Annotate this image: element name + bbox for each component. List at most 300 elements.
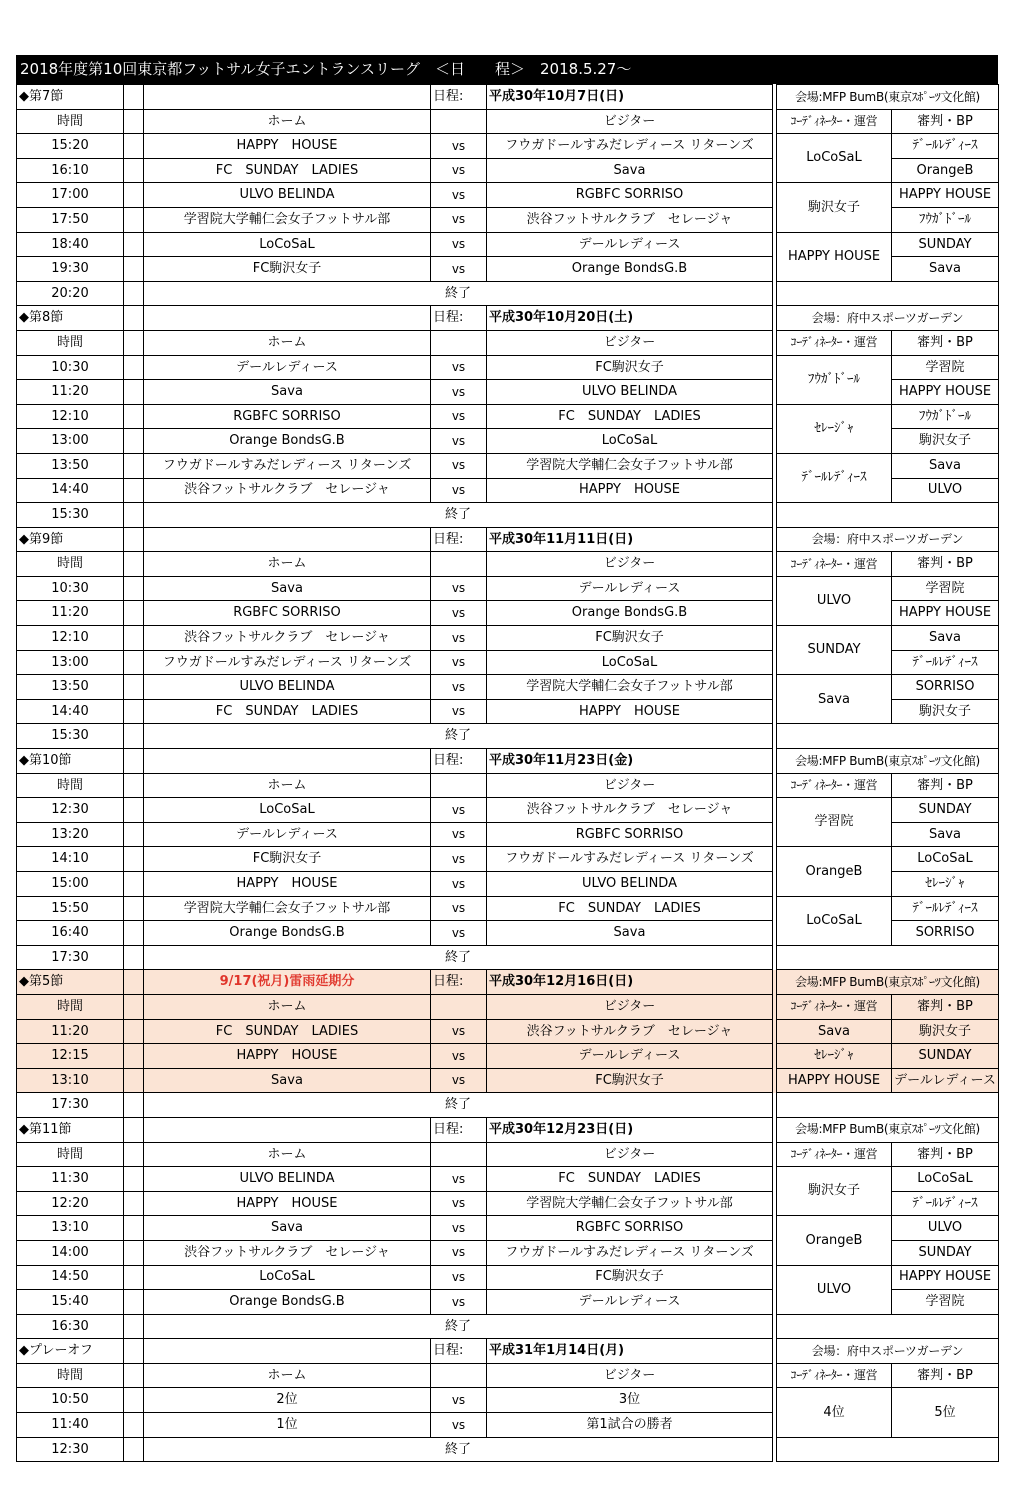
blank-cell — [431, 552, 487, 577]
home-team: RGBFC SORRISO — [144, 404, 431, 429]
blank-cell — [124, 1265, 144, 1290]
coordinator-header: ｺｰﾃﾞｨﾈｰﾀｰ・運営 — [777, 330, 892, 355]
match-time: 12:20 — [17, 1191, 124, 1216]
blank-cell — [777, 1093, 999, 1118]
section-header-row — [17, 85, 999, 110]
coordinator-team: LoCoSaL — [777, 896, 892, 945]
time-header: 時間 — [17, 109, 124, 134]
coordinator-header: ｺｰﾃﾞｨﾈｰﾀｰ・運営 — [777, 994, 892, 1019]
home-header: ホーム — [144, 1363, 431, 1388]
match-time: 11:40 — [17, 1413, 124, 1438]
referee-team: ﾃﾞｰﾙﾚﾃﾞｨｰｽ — [892, 650, 999, 675]
gap-cell — [773, 380, 777, 405]
referee-team: ﾌｳｶﾞﾄﾞｰﾙ — [892, 404, 999, 429]
visitor-team: デールレディース — [487, 1044, 773, 1069]
coordinator-team: 駒沢女子 — [777, 1167, 892, 1216]
column-header-row — [17, 1363, 999, 1388]
blank-cell — [124, 1413, 144, 1438]
match-time: 12:30 — [17, 798, 124, 823]
blank-cell — [124, 1093, 144, 1118]
home-team: Sava — [144, 380, 431, 405]
blank-cell — [124, 921, 144, 946]
blank-cell — [124, 478, 144, 503]
home-team: 学習院大学輔仁会女子フットサル部 — [144, 207, 431, 232]
match-time: 15:00 — [17, 872, 124, 897]
match-row — [17, 134, 999, 159]
home-team: LoCoSaL — [144, 1265, 431, 1290]
visitor-team: FC SUNDAY LADIES — [487, 404, 773, 429]
match-time: 13:20 — [17, 822, 124, 847]
home-team: FC SUNDAY LADIES — [144, 158, 431, 183]
match-time: 15:40 — [17, 1290, 124, 1315]
section-name: ◆第10節 — [17, 749, 124, 774]
referee-team: LoCoSaL — [892, 1167, 999, 1192]
home-team: フウガドールすみだレディース リターンズ — [144, 453, 431, 478]
blank-cell — [124, 1437, 144, 1462]
blank-cell — [124, 650, 144, 675]
gap-cell — [773, 257, 777, 282]
vs-label: vs — [431, 1068, 487, 1093]
blank-cell — [124, 1314, 144, 1339]
match-row — [17, 798, 999, 823]
vs-label: vs — [431, 576, 487, 601]
blank-cell — [124, 773, 144, 798]
date-label: 日程: — [431, 306, 487, 331]
referee-team: OrangeB — [892, 158, 999, 183]
vs-label: vs — [431, 1019, 487, 1044]
section-header-row — [17, 306, 999, 331]
blank-cell — [124, 822, 144, 847]
section-date: 平成30年11月11日(日) — [487, 527, 773, 552]
end-time: 16:30 — [17, 1314, 124, 1339]
date-label: 日程: — [431, 749, 487, 774]
date-label: 日程: — [431, 85, 487, 110]
section-header-row — [17, 970, 999, 995]
blank-cell — [124, 1191, 144, 1216]
home-team: ULVO BELINDA — [144, 1167, 431, 1192]
gap-cell — [773, 158, 777, 183]
visitor-header: ビジター — [487, 109, 773, 134]
referee-team: SUNDAY — [892, 232, 999, 257]
home-header: ホーム — [144, 1142, 431, 1167]
blank-cell — [124, 306, 144, 331]
match-row — [17, 576, 999, 601]
blank-cell — [777, 503, 999, 528]
vs-label: vs — [431, 921, 487, 946]
section-header-row — [17, 1117, 999, 1142]
match-time: 11:20 — [17, 380, 124, 405]
blank-cell — [124, 847, 144, 872]
home-team: HAPPY HOUSE — [144, 1191, 431, 1216]
coordinator-team: ULVO — [777, 576, 892, 625]
gap-cell — [773, 1413, 777, 1438]
home-team: Orange BondsG.B — [144, 921, 431, 946]
blank-cell — [124, 798, 144, 823]
coordinator-header: ｺｰﾃﾞｨﾈｰﾀｰ・運営 — [777, 773, 892, 798]
blank-cell — [124, 330, 144, 355]
match-row — [17, 1068, 999, 1093]
vs-label: vs — [431, 872, 487, 897]
blank-cell — [124, 453, 144, 478]
vs-label: vs — [431, 1167, 487, 1192]
referee-team: 学習院 — [892, 1290, 999, 1315]
match-row — [17, 1388, 999, 1413]
visitor-team: デールレディース — [487, 1290, 773, 1315]
match-row — [17, 453, 999, 478]
section-header-row — [17, 1339, 999, 1364]
vs-label: vs — [431, 1388, 487, 1413]
visitor-team: 学習院大学輔仁会女子フットサル部 — [487, 675, 773, 700]
section-date: 平成30年10月7日(日) — [487, 85, 773, 110]
referee-team: HAPPY HOUSE — [892, 601, 999, 626]
gap-cell — [773, 207, 777, 232]
end-row — [17, 1093, 999, 1118]
visitor-team: HAPPY HOUSE — [487, 699, 773, 724]
vs-label: vs — [431, 1413, 487, 1438]
match-time: 13:00 — [17, 650, 124, 675]
visitor-team: Sava — [487, 158, 773, 183]
blank-cell — [431, 994, 487, 1019]
column-header-row — [17, 330, 999, 355]
coordinator-team: ﾌｳｶﾞﾄﾞｰﾙ — [777, 355, 892, 404]
visitor-team: RGBFC SORRISO — [487, 822, 773, 847]
gap-cell — [773, 872, 777, 897]
blank-cell — [124, 1068, 144, 1093]
match-row — [17, 1167, 999, 1192]
blank-cell — [777, 281, 999, 306]
end-row — [17, 724, 999, 749]
section-name: ◆第5節 — [17, 970, 124, 995]
visitor-team: フウガドールすみだレディース リターンズ — [487, 134, 773, 159]
referee-team: 学習院 — [892, 576, 999, 601]
blank-cell — [124, 945, 144, 970]
end-time: 20:20 — [17, 281, 124, 306]
end-label: 終了 — [144, 281, 773, 306]
vs-label: vs — [431, 1216, 487, 1241]
blank-cell — [124, 404, 144, 429]
end-label: 終了 — [144, 503, 773, 528]
vs-label: vs — [431, 1044, 487, 1069]
coordinator-header: ｺｰﾃﾞｨﾈｰﾀｰ・運営 — [777, 1363, 892, 1388]
blank-cell — [124, 1044, 144, 1069]
section-header-row — [17, 527, 999, 552]
home-team: RGBFC SORRISO — [144, 601, 431, 626]
match-time: 12:15 — [17, 1044, 124, 1069]
vs-label: vs — [431, 675, 487, 700]
match-time: 14:50 — [17, 1265, 124, 1290]
coordinator-header: ｺｰﾃﾞｨﾈｰﾀｰ・運営 — [777, 1142, 892, 1167]
match-time: 13:50 — [17, 675, 124, 700]
blank-cell — [124, 970, 144, 995]
end-time: 17:30 — [17, 945, 124, 970]
blank-cell — [124, 257, 144, 282]
visitor-team: 渋谷フットサルクラブ セレージャ — [487, 798, 773, 823]
referee-team: Sava — [892, 453, 999, 478]
section-note — [144, 527, 431, 552]
home-team: フウガドールすみだレディース リターンズ — [144, 650, 431, 675]
match-time: 17:00 — [17, 183, 124, 208]
visitor-team: FC駒沢女子 — [487, 1265, 773, 1290]
coordinator-team: HAPPY HOUSE — [777, 1068, 892, 1093]
match-time: 10:30 — [17, 576, 124, 601]
coordinator-team: OrangeB — [777, 1216, 892, 1265]
blank-cell — [124, 1142, 144, 1167]
visitor-team: FC SUNDAY LADIES — [487, 1167, 773, 1192]
blank-cell — [124, 1019, 144, 1044]
blank-cell — [124, 576, 144, 601]
vs-label: vs — [431, 429, 487, 454]
blank-cell — [124, 699, 144, 724]
vs-label: vs — [431, 798, 487, 823]
end-row — [17, 281, 999, 306]
visitor-team: フウガドールすみだレディース リターンズ — [487, 847, 773, 872]
referee-team: 駒沢女子 — [892, 1019, 999, 1044]
section-date: 平成30年11月23日(金) — [487, 749, 773, 774]
referee-team: SORRISO — [892, 921, 999, 946]
referee-header: 審判・BP — [892, 109, 999, 134]
coordinator-team: 4位 — [777, 1388, 892, 1437]
coordinator-header: ｺｰﾃﾞｨﾈｰﾀｰ・運営 — [777, 109, 892, 134]
coordinator-team: LoCoSaL — [777, 134, 892, 183]
blank-cell — [124, 1216, 144, 1241]
blank-cell — [124, 158, 144, 183]
section-venue: 会場：府中スポーツガーデン — [777, 1339, 999, 1364]
home-team: HAPPY HOUSE — [144, 134, 431, 159]
visitor-team: 渋谷フットサルクラブ セレージャ — [487, 207, 773, 232]
visitor-team: ULVO BELINDA — [487, 872, 773, 897]
time-header: 時間 — [17, 1142, 124, 1167]
section-note — [144, 749, 431, 774]
match-time: 17:50 — [17, 207, 124, 232]
home-team: Sava — [144, 1216, 431, 1241]
visitor-team: 第1試合の勝者 — [487, 1413, 773, 1438]
home-team: 2位 — [144, 1388, 431, 1413]
home-header: ホーム — [144, 330, 431, 355]
end-label: 終了 — [144, 945, 773, 970]
blank-cell — [124, 355, 144, 380]
home-team: Sava — [144, 576, 431, 601]
match-time: 13:10 — [17, 1216, 124, 1241]
coordinator-team: ｾﾚｰｼﾞｬ — [777, 404, 892, 453]
section-name: ◆第8節 — [17, 306, 124, 331]
home-team: FC SUNDAY LADIES — [144, 699, 431, 724]
section-date: 平成30年10月20日(土) — [487, 306, 773, 331]
blank-cell — [124, 872, 144, 897]
blank-cell — [124, 724, 144, 749]
vs-label: vs — [431, 478, 487, 503]
time-header: 時間 — [17, 552, 124, 577]
section-note — [144, 306, 431, 331]
visitor-header: ビジター — [487, 552, 773, 577]
referee-header: 審判・BP — [892, 1363, 999, 1388]
section-name: ◆第11節 — [17, 1117, 124, 1142]
date-label: 日程: — [431, 527, 487, 552]
vs-label: vs — [431, 822, 487, 847]
blank-cell — [124, 134, 144, 159]
end-time: 17:30 — [17, 1093, 124, 1118]
end-time: 15:30 — [17, 503, 124, 528]
match-time: 14:40 — [17, 478, 124, 503]
referee-header: 審判・BP — [892, 1142, 999, 1167]
referee-team: Sava — [892, 626, 999, 651]
column-header-row — [17, 552, 999, 577]
match-time: 14:10 — [17, 847, 124, 872]
section-note — [144, 85, 431, 110]
visitor-team: FC SUNDAY LADIES — [487, 896, 773, 921]
vs-label: vs — [431, 1191, 487, 1216]
home-team: LoCoSaL — [144, 232, 431, 257]
match-time: 19:30 — [17, 257, 124, 282]
visitor-team: デールレディース — [487, 576, 773, 601]
coordinator-team: ｾﾚｰｼﾞｬ — [777, 1044, 892, 1069]
blank-cell — [124, 1363, 144, 1388]
blank-cell — [124, 626, 144, 651]
blank-cell — [431, 330, 487, 355]
date-label: 日程: — [431, 1117, 487, 1142]
column-header-row — [17, 773, 999, 798]
visitor-team: Sava — [487, 921, 773, 946]
vs-label: vs — [431, 847, 487, 872]
section-note — [144, 1117, 431, 1142]
blank-cell — [124, 85, 144, 110]
blank-cell — [124, 1167, 144, 1192]
match-time: 14:40 — [17, 699, 124, 724]
home-team: Sava — [144, 1068, 431, 1093]
referee-team: ﾃﾞｰﾙﾚﾃﾞｨｰｽ — [892, 134, 999, 159]
visitor-header: ビジター — [487, 1142, 773, 1167]
referee-team: LoCoSaL — [892, 847, 999, 872]
match-time: 12:10 — [17, 404, 124, 429]
blank-cell — [124, 429, 144, 454]
match-time: 16:10 — [17, 158, 124, 183]
home-team: 渋谷フットサルクラブ セレージャ — [144, 1240, 431, 1265]
visitor-team: 3位 — [487, 1388, 773, 1413]
blank-cell — [124, 1339, 144, 1364]
blank-cell — [777, 945, 999, 970]
vs-label: vs — [431, 1240, 487, 1265]
blank-cell — [124, 281, 144, 306]
section-name: ◆第9節 — [17, 527, 124, 552]
coordinator-team: 学習院 — [777, 798, 892, 847]
visitor-team: LoCoSaL — [487, 429, 773, 454]
home-team: 学習院大学輔仁会女子フットサル部 — [144, 896, 431, 921]
coordinator-team: SUNDAY — [777, 626, 892, 675]
gap-cell — [773, 1290, 777, 1315]
coordinator-team: Sava — [777, 675, 892, 724]
referee-team: SUNDAY — [892, 1044, 999, 1069]
schedule-sheet — [16, 55, 998, 1462]
referee-header: 審判・BP — [892, 773, 999, 798]
vs-label: vs — [431, 453, 487, 478]
section-date: 平成31年1月14日(月) — [487, 1339, 773, 1364]
home-team: デールレディース — [144, 822, 431, 847]
match-time: 11:20 — [17, 1019, 124, 1044]
gap-cell — [773, 921, 777, 946]
match-time: 18:40 — [17, 232, 124, 257]
gap-cell — [773, 478, 777, 503]
blank-cell — [124, 207, 144, 232]
match-time: 13:00 — [17, 429, 124, 454]
gap-cell — [773, 822, 777, 847]
gap-cell — [773, 429, 777, 454]
visitor-team: RGBFC SORRISO — [487, 1216, 773, 1241]
vs-label: vs — [431, 626, 487, 651]
match-row — [17, 1265, 999, 1290]
blank-cell — [124, 232, 144, 257]
vs-label: vs — [431, 1265, 487, 1290]
vs-label: vs — [431, 158, 487, 183]
match-time: 14:00 — [17, 1240, 124, 1265]
match-row — [17, 1216, 999, 1241]
blank-cell — [431, 773, 487, 798]
home-team: 渋谷フットサルクラブ セレージャ — [144, 478, 431, 503]
visitor-header: ビジター — [487, 1363, 773, 1388]
section-venue: 会場：府中スポーツガーデン — [777, 527, 999, 552]
schedule-title: 2018年度第10回東京都フットサル女子エントランスリーグ ＜日 程＞ 2018.5.27～ — [16, 55, 998, 84]
end-time: 15:30 — [17, 724, 124, 749]
coordinator-team: 駒沢女子 — [777, 183, 892, 232]
blank-cell — [124, 380, 144, 405]
blank-cell — [124, 527, 144, 552]
match-time: 11:30 — [17, 1167, 124, 1192]
home-team: 1位 — [144, 1413, 431, 1438]
gap-cell — [773, 1191, 777, 1216]
blank-cell — [124, 994, 144, 1019]
home-team: FC SUNDAY LADIES — [144, 1019, 431, 1044]
column-header-row — [17, 994, 999, 1019]
referee-team: 駒沢女子 — [892, 699, 999, 724]
vs-label: vs — [431, 896, 487, 921]
blank-cell — [431, 109, 487, 134]
vs-label: vs — [431, 183, 487, 208]
column-header-row — [17, 1142, 999, 1167]
referee-team: ﾃﾞｰﾙﾚﾃﾞｨｰｽ — [892, 896, 999, 921]
referee-team: ULVO — [892, 1216, 999, 1241]
home-header: ホーム — [144, 773, 431, 798]
match-row — [17, 626, 999, 651]
gap-cell — [773, 650, 777, 675]
home-team: FC駒沢女子 — [144, 847, 431, 872]
blank-cell — [124, 1240, 144, 1265]
home-team: HAPPY HOUSE — [144, 872, 431, 897]
visitor-team: 学習院大学輔仁会女子フットサル部 — [487, 453, 773, 478]
referee-header: 審判・BP — [892, 330, 999, 355]
visitor-team: Orange BondsG.B — [487, 257, 773, 282]
visitor-team: LoCoSaL — [487, 650, 773, 675]
section-name: ◆プレーオフ — [17, 1339, 124, 1364]
blank-cell — [124, 183, 144, 208]
end-label: 終了 — [144, 1093, 773, 1118]
visitor-header: ビジター — [487, 773, 773, 798]
vs-label: vs — [431, 380, 487, 405]
end-row — [17, 1314, 999, 1339]
referee-team: SUNDAY — [892, 798, 999, 823]
referee-team: Sava — [892, 822, 999, 847]
match-time: 12:10 — [17, 626, 124, 651]
home-header: ホーム — [144, 109, 431, 134]
match-time: 15:50 — [17, 896, 124, 921]
match-row — [17, 1044, 999, 1069]
visitor-team: デールレディース — [487, 232, 773, 257]
home-team: Orange BondsG.B — [144, 429, 431, 454]
time-header: 時間 — [17, 773, 124, 798]
coordinator-team: HAPPY HOUSE — [777, 232, 892, 281]
blank-cell — [124, 1388, 144, 1413]
end-label: 終了 — [144, 1437, 773, 1462]
section-date: 平成30年12月23日(日) — [487, 1117, 773, 1142]
referee-team: Sava — [892, 257, 999, 282]
section-venue: 会場:MFP BumB(東京ｽﾎﾟｰﾂ文化館) — [777, 970, 999, 995]
